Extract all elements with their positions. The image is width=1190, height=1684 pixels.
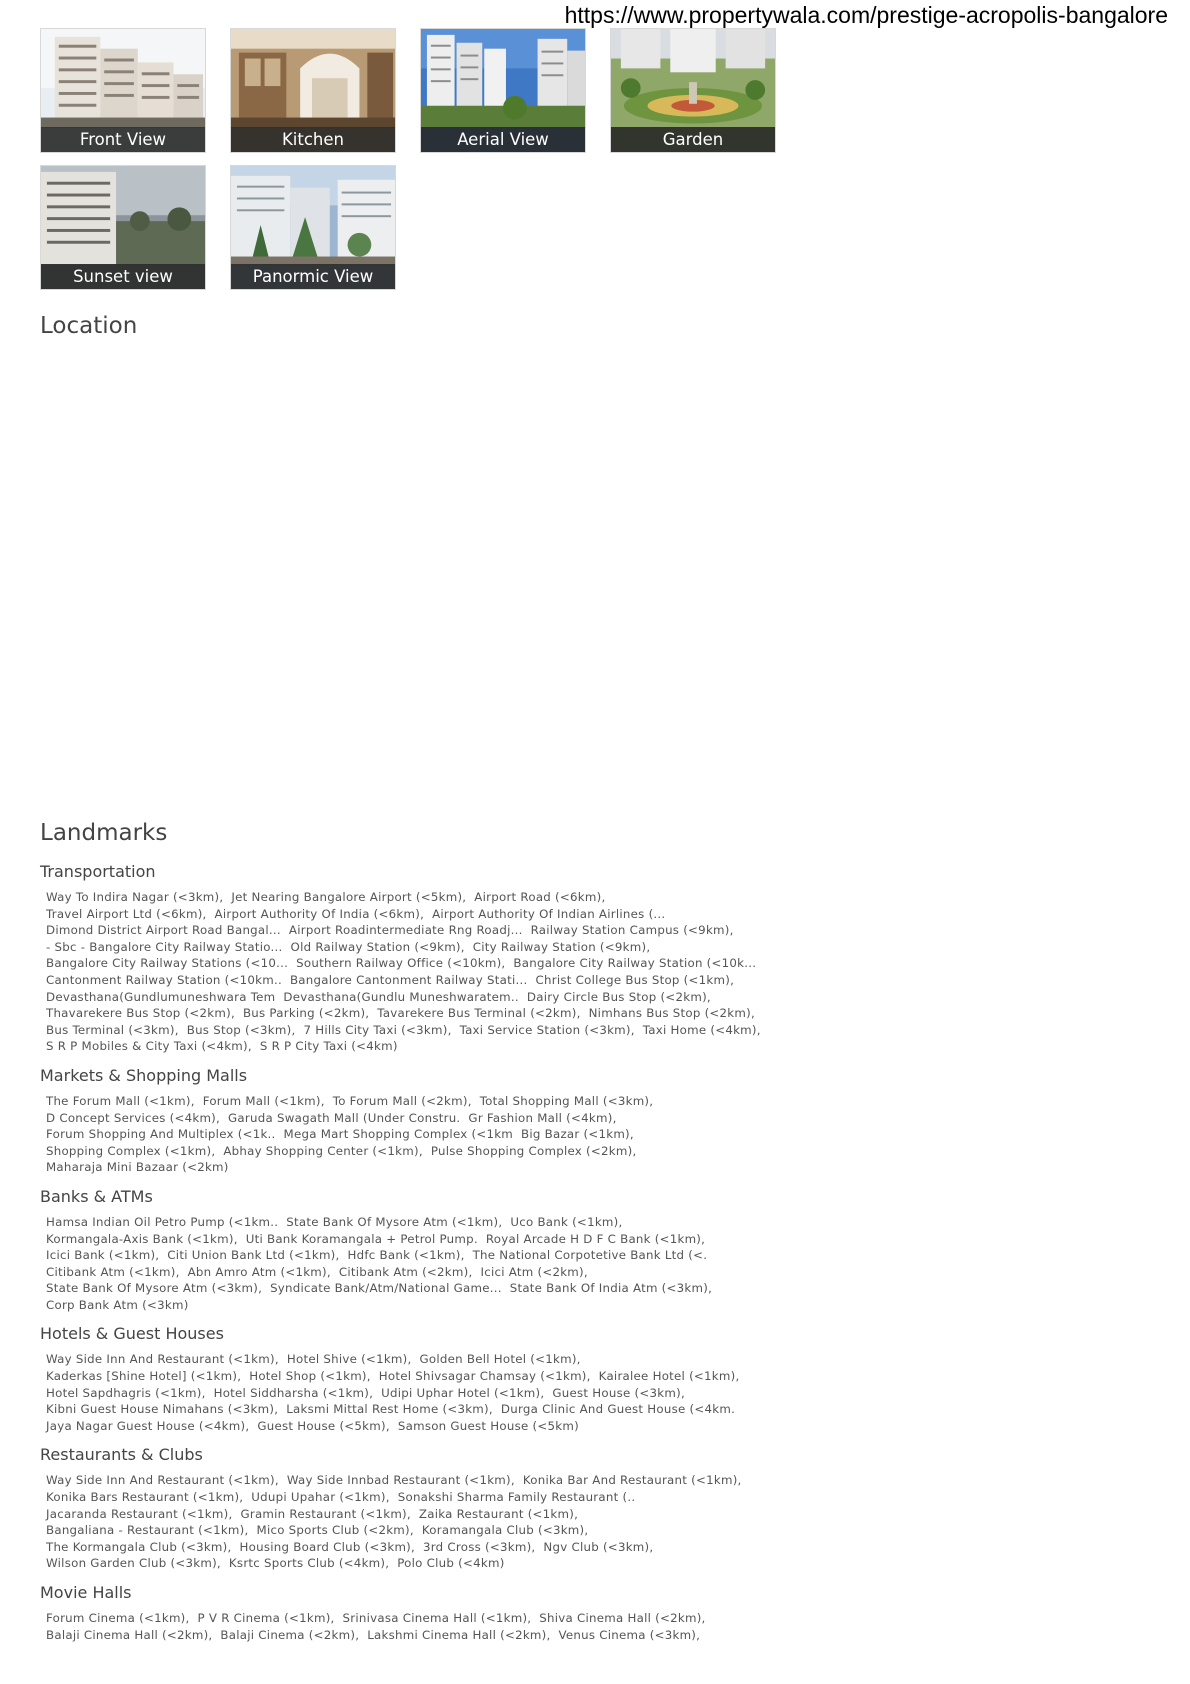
- landmark-line: The Kormangala Club (<3km), Housing Board Club (<3km), 3rd Cross (<3km), Ngv Club (<3km),: [46, 1539, 654, 1554]
- landmark-line: Forum Cinema (<1km), P V R Cinema (<1km), Srinivasa Cinema Hall (<1km), Shiva Cinema Hall (<2km),: [46, 1611, 706, 1625]
- photo-caption: Front View: [41, 127, 205, 152]
- landmark-group-markets: [40, 1066, 800, 1176]
- landmark-group-movie-halls: [40, 1583, 800, 1643]
- landmark-line: Kormangala-Axis Bank (<1km), Uti Bank Koramangala + Petrol Pump. Royal Arcade H D F C Bank (<1km),: [46, 1231, 706, 1246]
- photo-gallery: [40, 28, 820, 290]
- landmark-group-banks: [40, 1187, 800, 1314]
- landmark-line: Dimond District Airport Road Bangal... Airport Roadintermediate Rng Roadj... Railway Station Campus (<9km),: [46, 923, 734, 938]
- page-url: https://www.propertywala.com/prestige-acropolis-bangalore: [564, 2, 1168, 28]
- photo-front-view[interactable]: [40, 28, 206, 153]
- landmark-line: Citibank Atm (<1km), Abn Amro Atm (<1km), Citibank Atm (<2km), Icici Atm (<2km),: [46, 1264, 588, 1279]
- landmark-line: Jaya Nagar Guest House (<4km), Guest House (<5km), Samson Guest House (<5km): [46, 1418, 579, 1433]
- photo-panormic-view[interactable]: [230, 165, 396, 290]
- photo-caption: Kitchen: [231, 127, 395, 152]
- location-heading: Location: [40, 313, 138, 339]
- landmark-line: Balaji Cinema Hall (<2km), Balaji Cinema (<2km), Lakshmi Cinema Hall (<2km), Venus Cinema (<3km),: [46, 1627, 701, 1642]
- landmark-line: Bangalore City Railway Stations (<10... Southern Railway Office (<10km), Bangalore City Railway Station (<10k...: [46, 956, 757, 971]
- landmark-line: Travel Airport Ltd (<6km), Airport Authority Of India (<6km), Airport Authority Of Indian Airlines (...: [46, 906, 666, 921]
- landmark-line: Way Side Inn And Restaurant (<1km), Way Side Innbad Restaurant (<1km), Konika Bar And Restaurant (<1km),: [46, 1473, 742, 1488]
- group-title: Hotels & Guest Houses: [40, 1324, 224, 1344]
- landmark-line: Jacaranda Restaurant (<1km), Gramin Restaurant (<1km), Zaika Restaurant (<1km),: [46, 1506, 579, 1521]
- group-title: Restaurants & Clubs: [40, 1445, 203, 1465]
- landmark-group-hotels: [40, 1324, 800, 1434]
- landmark-line: Kibni Guest House Nimahans (<3km), Laksmi Mittal Rest Home (<3km), Durga Clinic And Guest House (<4km.: [46, 1402, 736, 1417]
- location-map: [40, 350, 780, 800]
- landmark-line: Hotel Sapdhagris (<1km), Hotel Siddharsha (<1km), Udipi Uphar Hotel (<1km), Guest House (<3km),: [46, 1385, 685, 1400]
- photo-caption: Aerial View: [421, 127, 585, 152]
- landmark-line: Thavarekere Bus Stop (<2km), Bus Parking (<2km), Tavarekere Bus Terminal (<2km), Nimhans Bus Stop (<2km),: [46, 1006, 755, 1021]
- group-title: Movie Halls: [40, 1583, 132, 1602]
- landmark-groups: [40, 862, 800, 1654]
- group-title: Banks & ATMs: [40, 1186, 153, 1206]
- landmark-group-restaurants: [40, 1445, 800, 1572]
- landmark-line: Way To Indira Nagar (<3km), Jet Nearing Bangalore Airport (<5km), Airport Road (<6km),: [46, 890, 606, 904]
- landmark-line: - Sbc - Bangalore City Railway Statio... Old Railway Station (<9km), City Railway Station (<9km),: [46, 939, 651, 954]
- group-title: Transportation: [40, 862, 156, 881]
- landmark-line: Maharaja Mini Bazaar (<2km): [46, 1160, 229, 1175]
- landmark-line: Devasthana(Gundlumuneshwara Tem Devasthana(Gundlu Muneshwaratem.. Dairy Circle Bus Stop (<2km),: [46, 989, 711, 1004]
- photo-garden[interactable]: [610, 28, 776, 153]
- landmark-line: Bangaliana - Restaurant (<1km), Mico Sports Club (<2km), Koramangala Club (<3km),: [46, 1523, 589, 1538]
- landmarks-heading: Landmarks: [40, 820, 168, 846]
- landmark-line: Icici Bank (<1km), Citi Union Bank Ltd (<1km), Hdfc Bank (<1km), The National Corpotetive Bank Ltd (<.: [46, 1248, 708, 1263]
- landmark-line: Corp Bank Atm (<3km): [46, 1297, 189, 1312]
- photo-caption: Sunset view: [41, 264, 205, 289]
- landmark-line: Wilson Garden Club (<3km), Ksrtc Sports Club (<4km), Polo Club (<4km): [46, 1556, 505, 1571]
- photo-aerial-view[interactable]: [420, 28, 586, 153]
- group-title: Markets & Shopping Malls: [40, 1065, 248, 1085]
- landmark-line: Shopping Complex (<1km), Abhay Shopping Center (<1km), Pulse Shopping Complex (<2km),: [46, 1143, 637, 1158]
- photo-sunset-view[interactable]: [40, 165, 206, 290]
- photo-caption: Panormic View: [231, 264, 395, 289]
- landmark-line: S R P Mobiles & City Taxi (<4km), S R P City Taxi (<4km): [46, 1039, 398, 1054]
- landmark-line: State Bank Of Mysore Atm (<3km), Syndicate Bank/Atm/National Game... State Bank Of India Atm (<3km),: [46, 1281, 713, 1296]
- photo-kitchen[interactable]: [230, 28, 396, 153]
- landmark-line: Way Side Inn And Restaurant (<1km), Hotel Shive (<1km), Golden Bell Hotel (<1km),: [46, 1352, 581, 1367]
- photo-caption: Garden: [611, 127, 775, 152]
- landmark-line: Cantonment Railway Station (<10km.. Bangalore Cantonment Railway Stati... Christ College Bus Stop (<1km),: [46, 972, 735, 987]
- landmark-line: D Concept Services (<4km), Garuda Swagath Mall (Under Constru. Gr Fashion Mall (<4km),: [46, 1110, 617, 1125]
- landmark-line: Kaderkas [Shine Hotel] (<1km), Hotel Shop (<1km), Hotel Shivsagar Chamsay (<1km), Kairalee Hotel (<1km),: [46, 1369, 740, 1384]
- landmark-line: The Forum Mall (<1km), Forum Mall (<1km), To Forum Mall (<2km), Total Shopping Mall (<3km),: [46, 1093, 654, 1108]
- landmark-group-transportation: [40, 862, 800, 1055]
- landmark-line: Bus Terminal (<3km), Bus Stop (<3km), 7 Hills City Taxi (<3km), Taxi Service Station (<3km), Taxi Home (<4km),: [46, 1022, 761, 1037]
- landmark-line: Forum Shopping And Multiplex (<1k.. Mega Mart Shopping Complex (<1km Big Bazar (<1km),: [46, 1127, 634, 1142]
- landmark-line: Hamsa Indian Oil Petro Pump (<1km.. State Bank Of Mysore Atm (<1km), Uco Bank (<1km),: [46, 1214, 623, 1229]
- landmark-line: Konika Bars Restaurant (<1km), Udupi Upahar (<1km), Sonakshi Sharma Family Restaurant (..: [46, 1490, 636, 1505]
